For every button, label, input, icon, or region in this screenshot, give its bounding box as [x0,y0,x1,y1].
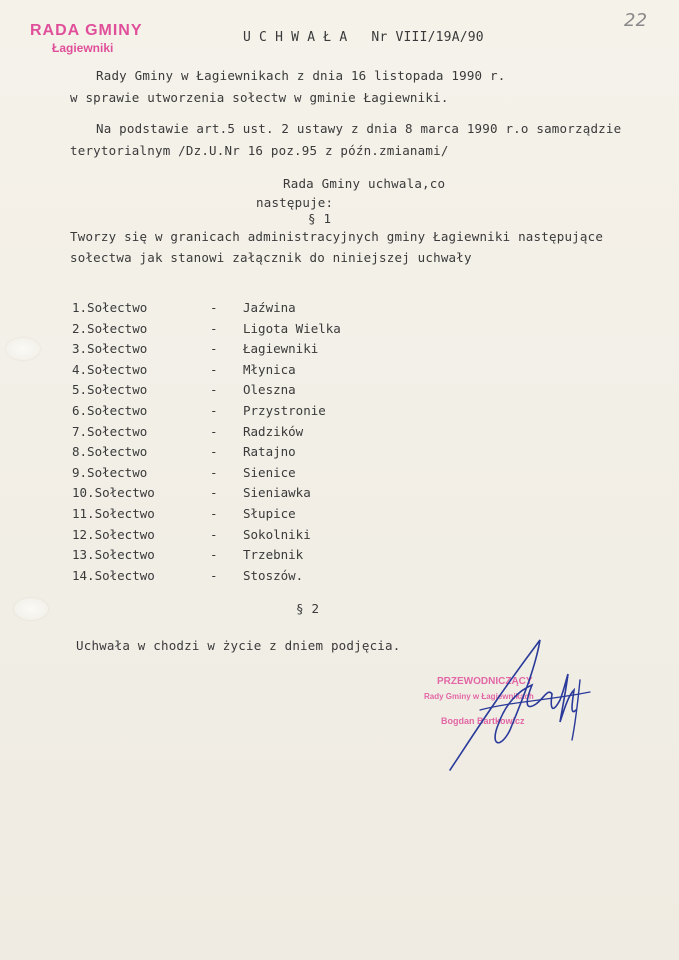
village-dash: - [210,464,218,480]
punch-hole-bottom [14,598,48,620]
village-number: 12.Sołectwo [72,526,155,542]
village-dash: - [210,403,218,418]
village-name: Sieniawka [243,485,311,501]
subtitle-line-1: Rady Gminy w Łagiewnikach z dnia 16 listopada 1990 r. [96,68,506,83]
village-number: 2.Sołectwo [72,320,148,336]
resolves-line-1: Rada Gminy uchwala,co [283,176,446,191]
village-dash: - [210,300,218,315]
resolution-title: U C H W A Ł A Nr VIII/19A/90 [243,30,484,45]
village-name: Oleszna [243,382,296,398]
village-number: 9.Sołectwo [72,464,148,480]
village-number: 4.Sołectwo [72,361,148,377]
village-dash: - [210,423,218,439]
village-number: 1.Sołectwo [72,300,148,315]
council-stamp-title: RADA GMINY [30,22,143,39]
village-number: 10.Sołectwo [72,485,155,501]
chair-stamp-name: Bogdan Bartkowicz [441,716,525,726]
village-dash: - [210,361,218,377]
chair-stamp-role: PRZEWODNICZĄCY [437,676,533,687]
village-dash: - [210,506,218,521]
village-number: 6.Sołectwo [72,403,148,418]
section-2-text: Uchwała w chodzi w życie z dniem podjęcia. [76,638,401,653]
chair-stamp-body: Rady Gminy w Łagiewnikach [424,692,534,701]
village-name: Łagiewniki [243,341,319,357]
punch-hole-top [6,338,40,360]
village-number: 14.Sołectwo [72,567,155,583]
village-number: 13.Sołectwo [72,547,155,563]
legal-basis-line-2: terytorialnym /Dz.U.Nr 16 poz.95 z późn.zmianami/ [70,143,449,158]
village-name: Radzików [243,423,304,439]
village-number: 5.Sołectwo [72,382,148,398]
legal-basis-line-1: Na podstawie art.5 ust. 2 ustawy z dnia 8 marca 1990 r.o samorządzie [96,121,622,136]
village-name: Przystronie [243,403,326,418]
village-name: Sokolniki [243,526,311,542]
village-dash: - [210,526,218,542]
village-number: 8.Sołectwo [72,444,148,460]
village-dash: - [210,547,218,563]
village-name: Młynica [243,361,296,377]
village-name: Słupice [243,506,296,521]
subtitle-line-2: w sprawie utworzenia sołectw w gminie Łagiewniki. [70,90,449,105]
village-name: Ligota Wielka [243,320,341,336]
village-dash: - [210,382,218,398]
village-dash: - [210,567,218,583]
council-stamp-town: Łagiewniki [52,41,114,55]
page-number: 22 [624,10,648,31]
section-1-heading: § 1 [308,211,332,226]
section-1-text-line-1: Tworzy się w granicach administracyjnych gminy Łagiewniki następujące [70,229,604,244]
section-1-text-line-2: sołectwa jak stanowi załącznik do niniejszej uchwały [70,250,472,265]
village-dash: - [210,485,218,501]
village-name: Trzebnik [243,547,304,563]
village-name: Ratajno [243,444,296,460]
village-dash: - [210,341,218,357]
section-2-heading: § 2 [296,601,320,616]
village-name: Jaźwina [243,300,296,315]
village-name: Sienice [243,464,296,480]
village-dash: - [210,320,218,336]
resolves-line-2: następuje: [256,195,334,210]
signature [440,630,600,780]
village-number: 7.Sołectwo [72,423,148,439]
village-number: 3.Sołectwo [72,341,148,357]
village-dash: - [210,444,218,460]
village-name: Stoszów. [243,567,304,583]
village-number: 11.Sołectwo [72,506,155,521]
